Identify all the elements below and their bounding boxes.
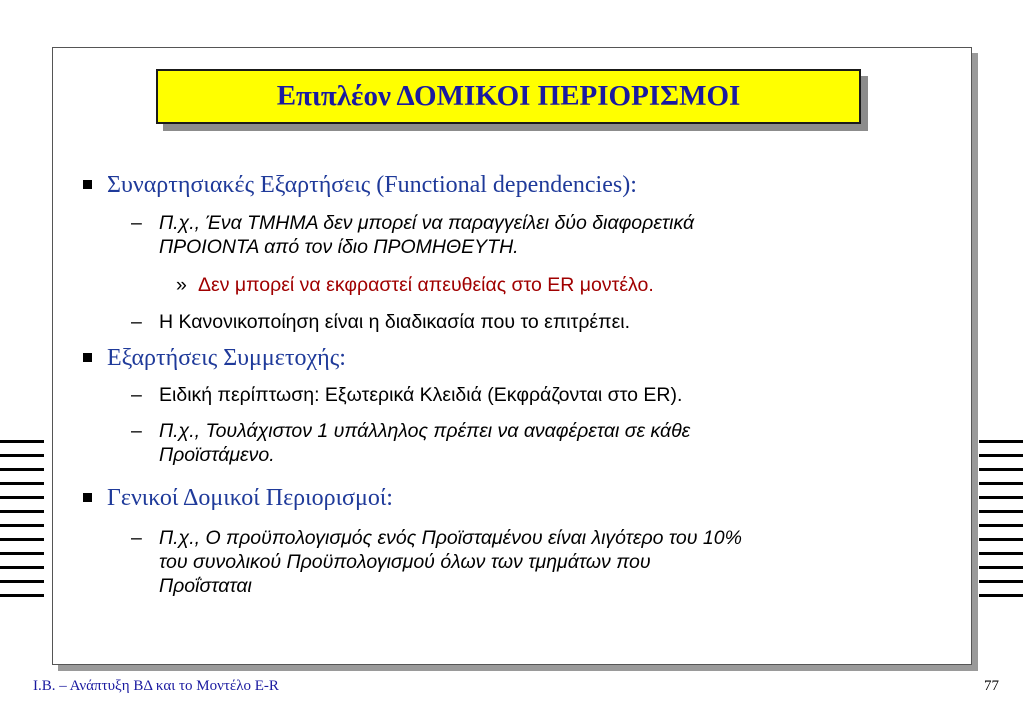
sub-item-normalization: – Η Κανονικοποίηση είναι η διαδικασία που το επιτρέπει. xyxy=(131,311,631,333)
left-stripes-decoration xyxy=(0,440,44,608)
bullet-general-constraints: Γενικοί Δομικοί Περιορισμοί: xyxy=(83,485,393,512)
right-stripes-decoration xyxy=(979,440,1023,608)
square-bullet-icon xyxy=(83,180,92,189)
bullet-functional-dependencies: Συναρτησιακές Εξαρτήσεις (Functional dependencies): xyxy=(83,172,637,199)
sub-sub-item-not-expressible: » Δεν μπορεί να εκφραστεί απευθείας στο ER μοντέλο. xyxy=(176,274,654,296)
bullet-inclusion-dependencies: Εξαρτήσεις Συμμετοχής: xyxy=(83,345,346,372)
sub-item-example-budget: – Π.χ., Ο προϋπολογισμός ενός Προϊσταμένου είναι λιγότερο του 10% του συνολικού Προϋπολογισμού όλων των τμημάτων που Προΐσταται xyxy=(131,527,742,597)
slide-title: Επιπλέον ΔΟΜΙΚΟΙ ΠΕΡΙΟΡΙΣΜΟΙ xyxy=(276,80,741,112)
footer-page-number: 77 xyxy=(984,678,999,694)
sub-item-example-employee: – Π.χ., Τουλάχιστον 1 υπάλληλος πρέπει να αναφέρεται σε κάθε Προϊστάμενο. xyxy=(131,420,691,466)
square-bullet-icon xyxy=(83,493,92,502)
sub-item-foreign-keys: – Ειδική περίπτωση: Εξωτερικά Κλειδιά (Εκφράζονται στο ER). xyxy=(131,384,683,406)
footer-course-title: Ι.Β. – Ανάπτυξη ΒΔ και το Μοντέλο E-R xyxy=(33,678,279,694)
square-bullet-icon xyxy=(83,353,92,362)
title-box xyxy=(156,69,861,124)
sub-item-example-department: – Π.χ., Ένα ΤΜΗΜΑ δεν μπορεί να παραγγείλει δύο διαφορετικά ΠΡΟΙΟΝΤΑ από τον ίδιο ΠΡΟΜΗΘΕΥΤΗ. xyxy=(131,212,695,258)
